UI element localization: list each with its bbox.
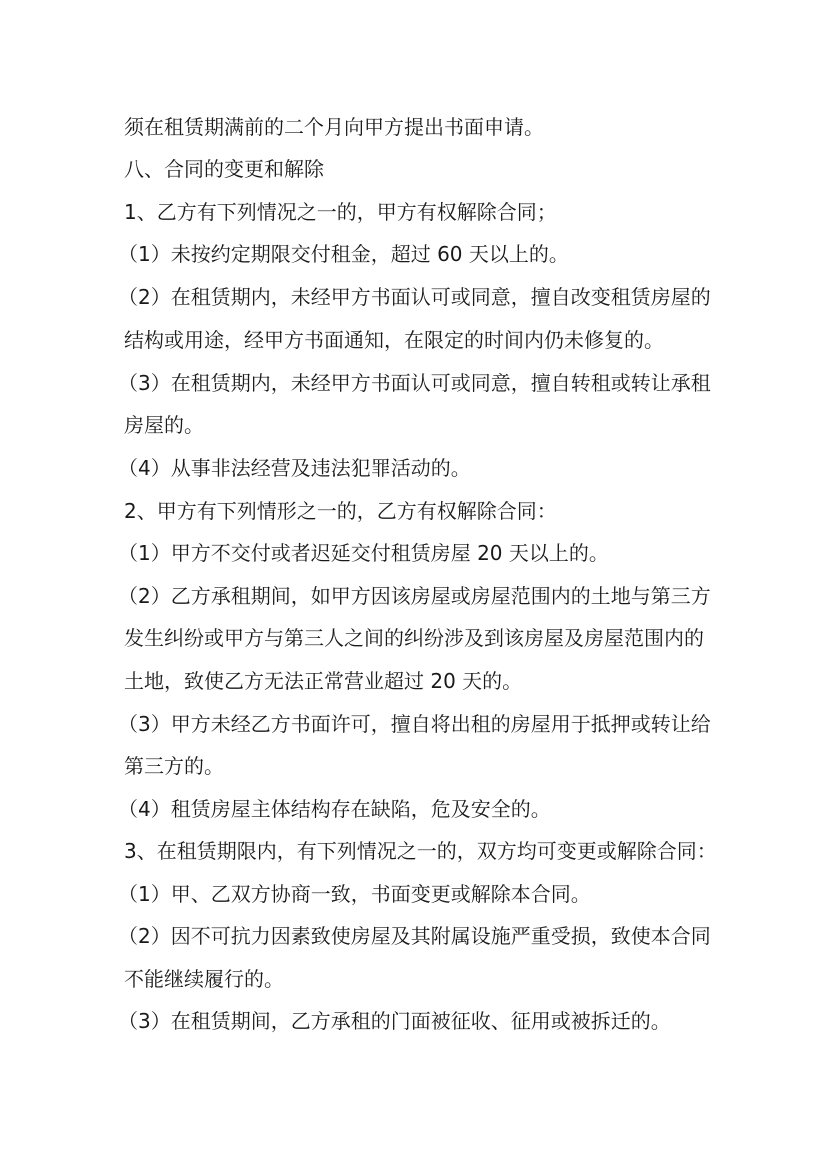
text-line: （1）未按约定期限交付租金，超过 60 天以上的。	[118, 242, 569, 266]
text-line: 1、乙方有下列情况之一的，甲方有权解除合同；	[124, 200, 557, 224]
text-line: 第三方的。	[124, 754, 224, 778]
text-line: 发生纠纷或甲方与第三人之间的纠纷涉及到该房屋及房屋范围内的	[124, 626, 704, 650]
text-line: （3）在租赁期间，乙方承租的门面被征收、征用或被拆迁的。	[118, 1009, 671, 1033]
text-line: （3）在租赁期内，未经甲方书面认可或同意，擅自转租或转让承租	[118, 371, 711, 395]
text-line: 房屋的。	[124, 413, 204, 437]
text-line: 须在租赁期满前的二个月向甲方提出书面申请。	[124, 115, 544, 139]
text-line: 八、合同的变更和解除	[124, 157, 324, 181]
text-line: 不能继续履行的。	[124, 967, 284, 991]
text-line: （2）乙方承租期间，如甲方因该房屋或房屋范围内的土地与第三方	[118, 584, 711, 608]
text-line: （4）从事非法经营及违法犯罪活动的。	[118, 456, 471, 480]
text-line: （4）租赁房屋主体结构存在缺陷，危及安全的。	[118, 797, 551, 821]
text-line: （3）甲方未经乙方书面许可，擅自将出租的房屋用于抵押或转让给	[118, 712, 711, 736]
text-line: 2、甲方有下列情形之一的，乙方有权解除合同：	[124, 499, 557, 523]
text-line: 结构或用途，经甲方书面通知，在限定的时间内仍未修复的。	[124, 328, 664, 352]
text-line: （1）甲、乙双方协商一致，书面变更或解除本合同。	[118, 882, 591, 906]
text-line: （2）在租赁期内，未经甲方书面认可或同意，擅自改变租赁房屋的	[118, 285, 711, 309]
text-line: （1）甲方不交付或者迟延交付租赁房屋 20 天以上的。	[118, 541, 609, 565]
text-line: 土地，致使乙方无法正常营业超过 20 天的。	[124, 669, 523, 693]
text-line: （2）因不可抗力因素致使房屋及其附属设施严重受损，致使本合同	[118, 924, 711, 948]
text-line: 3、在租赁期限内，有下列情况之一的，双方均可变更或解除合同：	[124, 839, 717, 863]
